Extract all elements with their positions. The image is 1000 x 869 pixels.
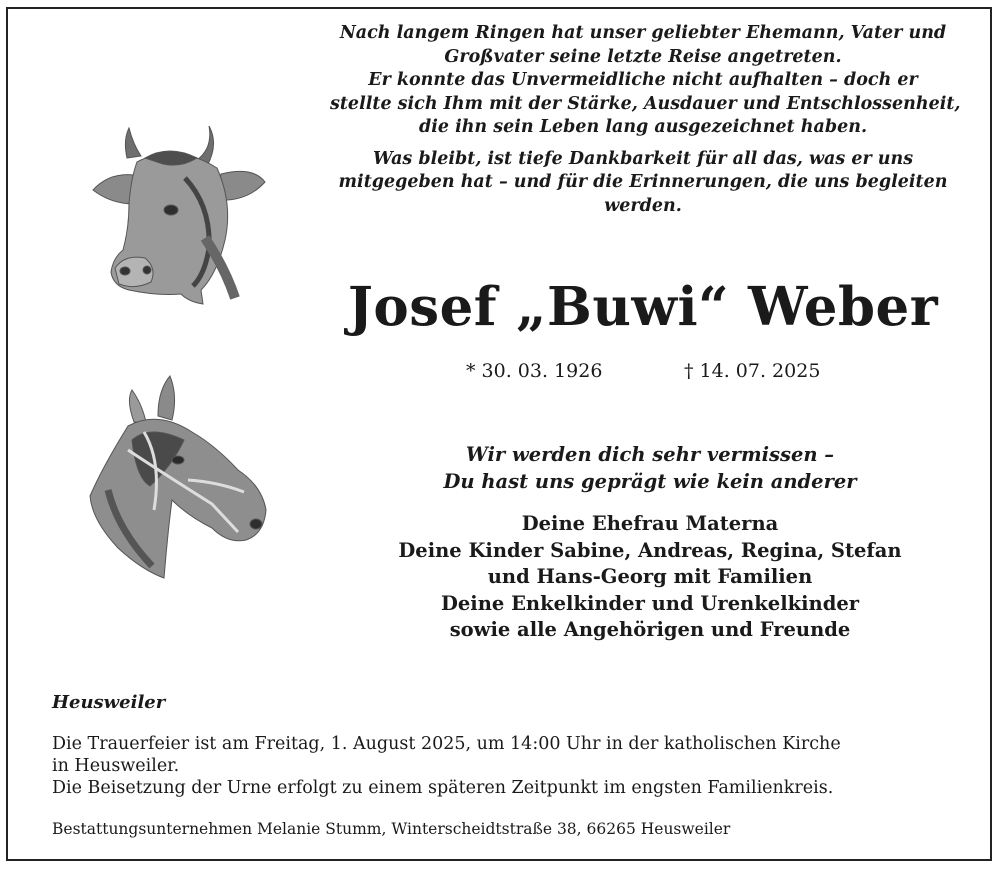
funeral-home: Bestattungsunternehmen Melanie Stumm, Winterscheidtstraße 38, 66265 Heusweiler [52,820,731,838]
intro-line: Großvater seine letzte Reise angetreten. [444,46,842,67]
family-list [330,511,970,644]
farewell-line: Wir werden dich sehr vermissen – [465,443,835,466]
farewell-line: Du hast uns geprägt wie kein anderer [443,469,857,493]
birth-date: * 30. 03. 1926 [466,360,603,382]
intro-line: werden. [604,195,682,216]
death-date: † 14. 07. 2025 [684,360,821,382]
intro-line: stellte sich Ihm mit der Stärke, Ausdauer und Entschlossenheit, [330,93,961,114]
info-line: Die Beisetzung der Urne erfolgt zu einem späteren Zeitpunkt im engsten Familienkreis. [52,778,834,798]
cow-head-drawing [85,118,270,308]
funeral-info [52,733,952,799]
deceased-name: Josef „Buwi“ Weber [347,276,939,338]
family-line: Deine Enkelkinder und Urenkelkinder [440,591,860,615]
intro-line: Er konnte das Unvermeidliche nicht aufhalten – doch er [368,70,918,90]
place-name: Heusweiler [52,692,166,713]
intro-line: Was bleibt, ist tiefe Dankbarkeit für all das, was er uns [372,148,914,169]
intro-text [330,22,961,226]
family-line: Deine Kinder Sabine, Andreas, Regina, Stefan [398,538,902,562]
family-line: sowie alle Angehörigen und Freunde [449,618,851,641]
intro-paragraph-1 [330,22,961,140]
info-line: in Heusweiler. [52,756,180,776]
horse-head-drawing [88,370,273,585]
family-line: Deine Ehefrau Materna [521,512,779,535]
info-line: Die Trauerfeier ist am Freitag, 1. August 2025, um 14:00 Uhr in der katholischen Kirche [52,734,841,754]
intro-line: Nach langem Ringen hat unser geliebter Ehemann, Vater und [339,23,947,43]
family-line: und Hans-Georg mit Familien [487,565,813,588]
farewell-text [350,442,950,495]
intro-paragraph-2 [330,148,956,219]
intro-line: mitgegeben hat – und für die Erinnerungen, die uns begleiten [338,172,948,192]
intro-line: die ihn sein Leben lang ausgezeichnet haben. [418,117,868,137]
